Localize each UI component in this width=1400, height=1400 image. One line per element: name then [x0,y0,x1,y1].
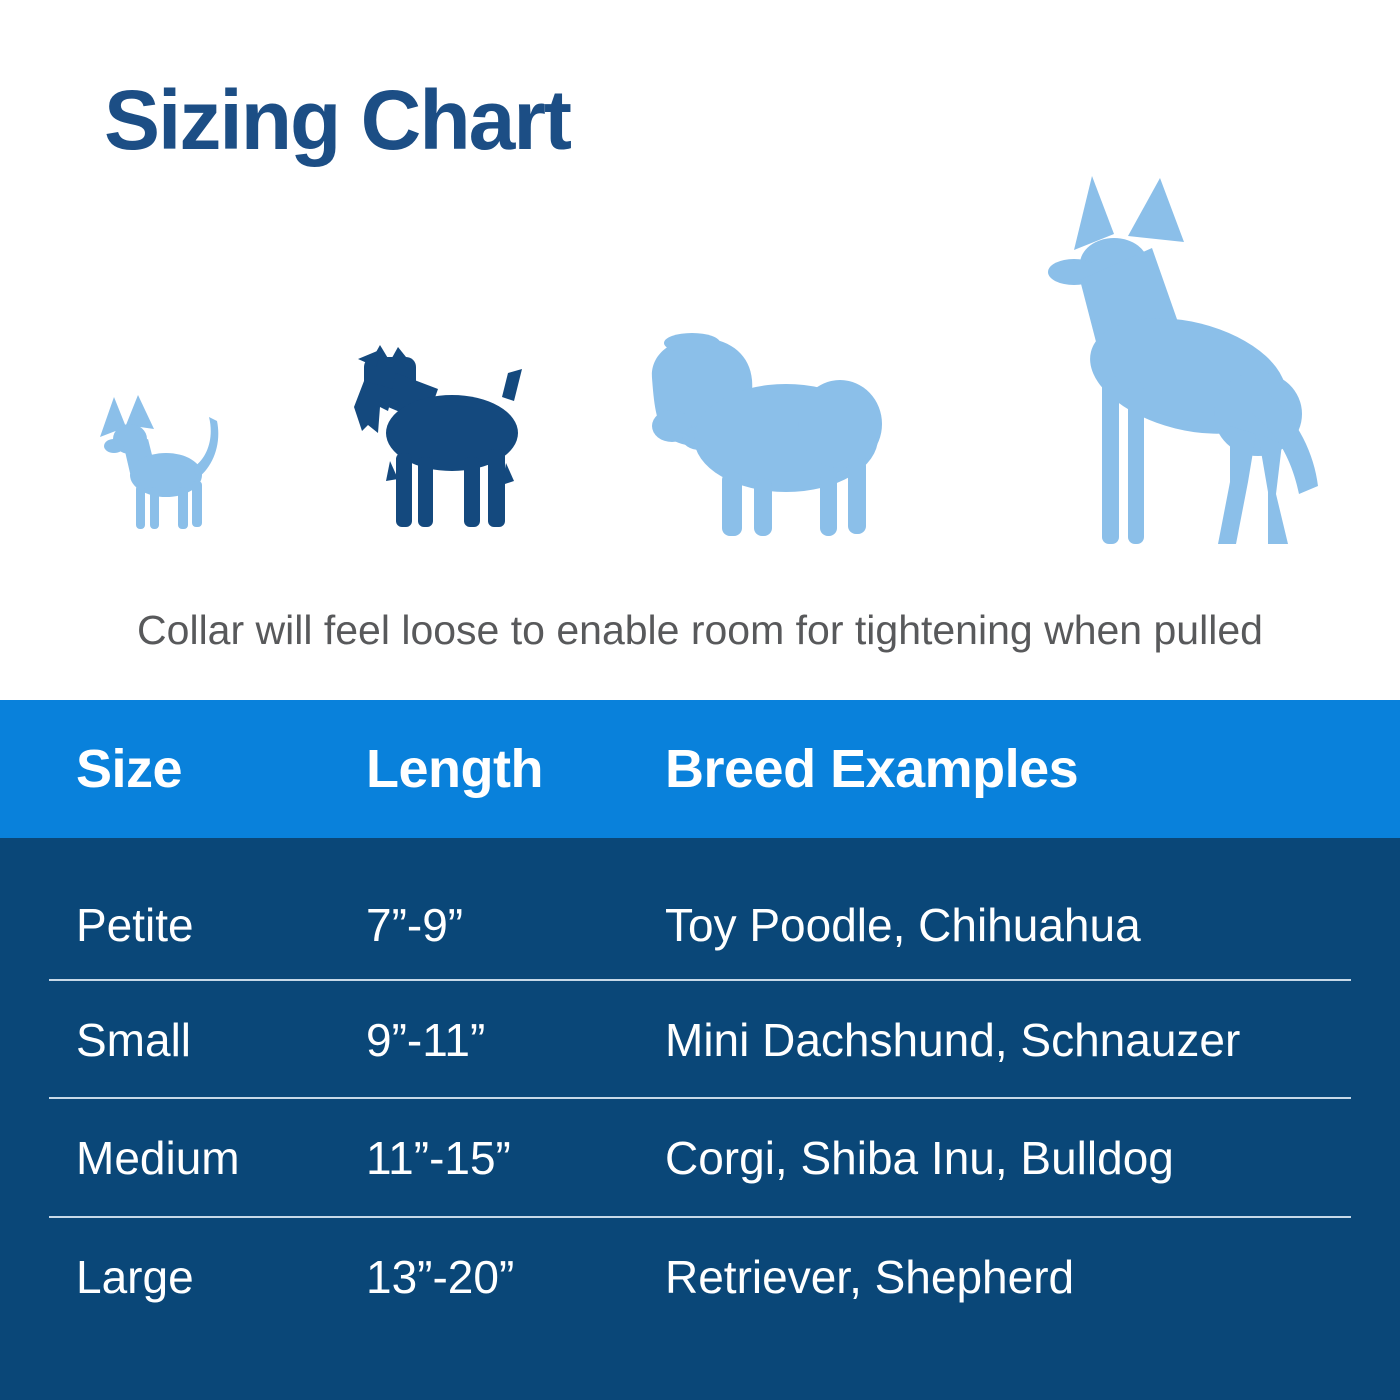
table-header-row [0,700,1400,838]
breeds-value: Corgi, Shiba Inu, Bulldog [665,1132,1174,1184]
column-header-size: Size [76,739,183,799]
schnauzer-silhouette [330,345,527,530]
length-value: 11”-15” [366,1132,511,1184]
row-divider [49,1097,1351,1099]
column-header-breed-examples: Breed Examples [665,739,1079,799]
german-shepherd-silhouette [996,176,1321,547]
breeds-value: Mini Dachshund, Schnauzer [665,1014,1241,1066]
table-row-small [0,1011,1400,1069]
length-value: 9”-11” [366,1014,486,1066]
size-value: Small [76,1014,192,1066]
column-header-length: Length [366,739,543,799]
table-body [0,838,1400,1400]
table-row-petite [0,896,1400,954]
row-divider [49,1216,1351,1218]
collar-fit-note: Collar will feel loose to enable room for tightening when pulled [137,607,1263,653]
breeds-value: Retriever, Shepherd [665,1251,1075,1303]
length-value: 7”-9” [366,899,464,951]
table-row-large [0,1248,1400,1306]
size-value: Petite [76,899,194,951]
table-row-medium [0,1129,1400,1187]
chihuahua-silhouette [98,393,219,531]
row-divider [49,979,1351,981]
size-value: Large [76,1251,194,1303]
bulldog-silhouette [634,326,884,540]
length-value: 13”-20” [366,1251,515,1303]
page-title: Sizing Chart [104,73,571,167]
breeds-value: Toy Poodle, Chihuahua [665,899,1141,951]
size-value: Medium [76,1132,240,1184]
